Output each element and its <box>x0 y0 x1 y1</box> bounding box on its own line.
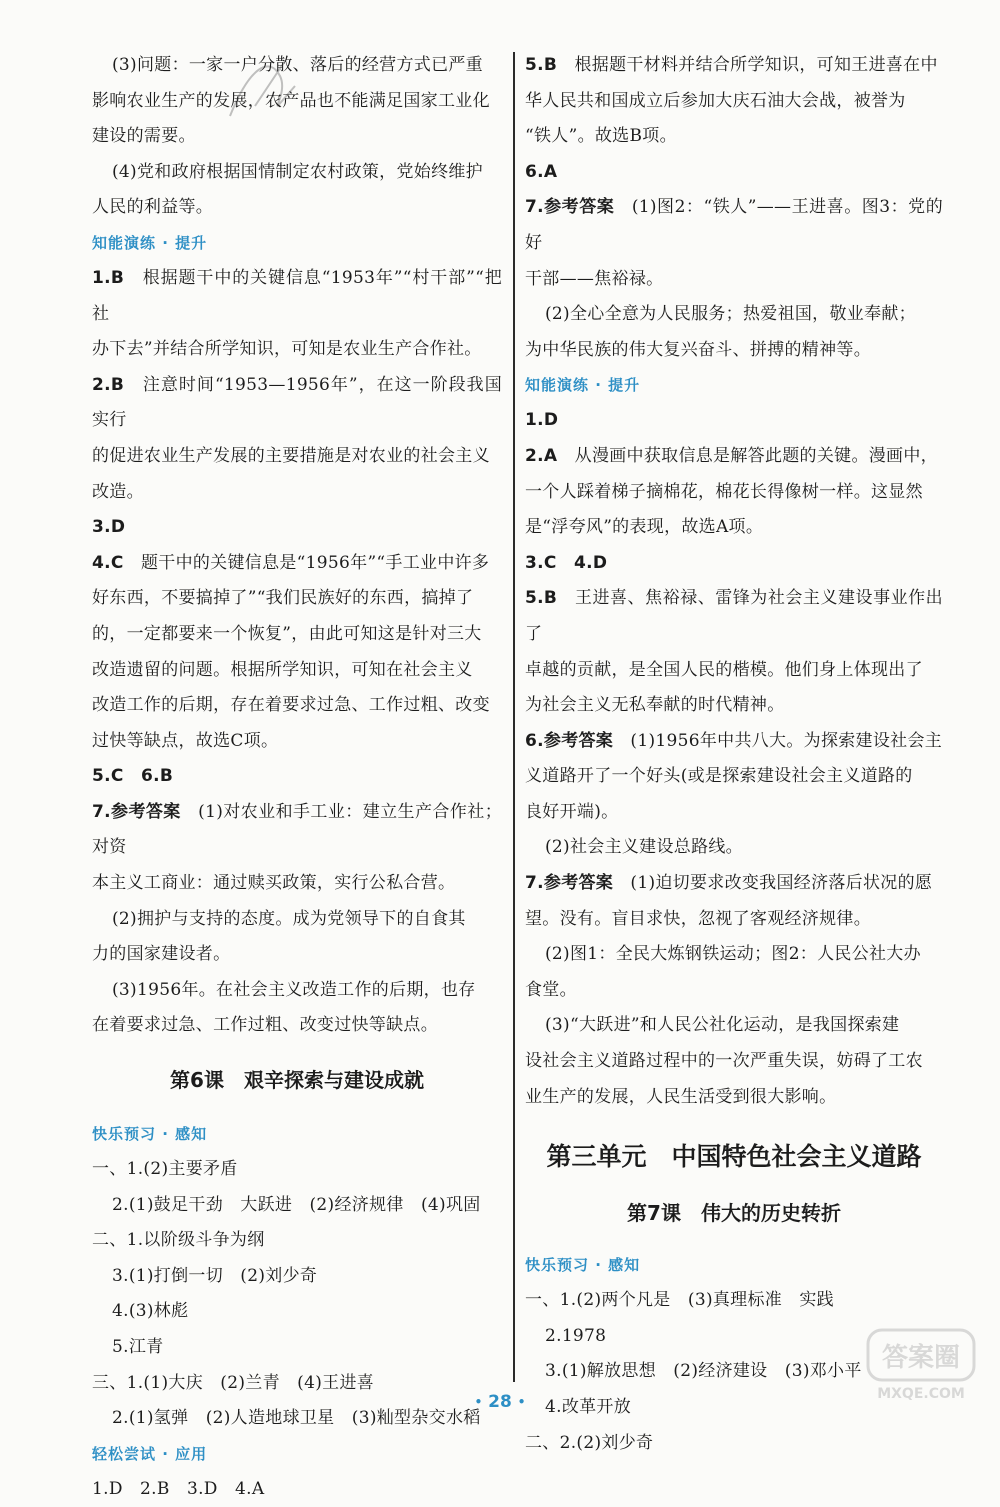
text-line: 的促进农业生产发展的主要措施是对农业的社会主义 <box>92 445 490 466</box>
left-column <box>92 48 502 1507</box>
answer-line <box>525 439 943 475</box>
answer-text: (1)对农业和手工业：建立生产合作社；对资 <box>92 801 502 858</box>
watermark-url: MXQE.COM <box>877 1386 965 1402</box>
text-line: (3)问题：一家一户分散、落后的经营方式已严重 <box>112 55 483 75</box>
lesson-title: 第7课 伟大的历史转折 <box>627 1201 841 1226</box>
text-line: 良好开端)。 <box>525 801 619 822</box>
answer-line: 3.D <box>92 517 126 538</box>
text-line: 义道路开了一个好头(或是探索建设社会主义道路的 <box>525 766 913 787</box>
answer-line <box>92 368 502 439</box>
text-line: 改造工作的后期，存在着要求过急、工作过粗、改变 <box>92 695 490 716</box>
text-line: 食堂。 <box>525 979 577 1000</box>
unit-title: 第三单元 中国特色社会主义道路 <box>546 1142 922 1172</box>
question-number: 2.A <box>525 445 558 466</box>
text-line: 建设的需要。 <box>92 126 196 147</box>
answer-line: 1.D <box>525 410 559 431</box>
text-line: 人民的利益等。 <box>92 197 214 218</box>
watermark-text: 答案圈 <box>881 1343 961 1373</box>
text-line: 为社会主义无私奉献的时代精神。 <box>525 695 785 716</box>
answer-line: 一、1.(2)两个凡是 (3)真理标准 实践 <box>525 1290 834 1311</box>
text-line: (2)全心全意为人民服务；热爱祖国，敬业奉献； <box>545 304 916 325</box>
text-line: (3)“大跃进”和人民公社化运动，是我国探索建 <box>545 1015 900 1036</box>
watermark-logo <box>862 1326 980 1404</box>
text-line: 改造。 <box>92 481 144 502</box>
answer-line <box>525 581 943 652</box>
text-line: (3)1956年。在社会主义改造工作的后期，也存 <box>112 979 476 1000</box>
question-number: 7. <box>525 873 544 894</box>
answer-line: 5.C 6.B <box>92 766 174 787</box>
question-number: 7. <box>92 801 111 822</box>
answer-line <box>525 190 943 261</box>
question-number: 1.B <box>92 267 125 288</box>
text-line: (2)图1：全民大炼钢铁运动；图2：人民公社大办 <box>545 944 921 965</box>
answer-line: 5.江青 <box>112 1337 164 1357</box>
answer-line <box>525 866 943 902</box>
text-line: (2)社会主义建设总路线。 <box>545 837 743 858</box>
answer-line <box>525 724 943 760</box>
text-line: 是“浮夸风”的表现，故选A项。 <box>525 517 764 538</box>
answer-line <box>92 546 502 582</box>
answer-line: 一、1.(2)主要矛盾 <box>92 1159 238 1180</box>
answer-line: 2.1978 <box>545 1325 607 1346</box>
answer-line: 1.D 2.B 3.D 4.A <box>92 1478 265 1499</box>
answer-line: 3.(1)打倒一切 (2)刘少奇 <box>112 1265 318 1286</box>
answer-line: 三、1.(1)大庆 (2)兰青 (4)王进喜 <box>92 1372 375 1393</box>
section-heading: 快乐预习 · 感知 <box>92 1125 208 1144</box>
question-number: 2.B <box>92 374 125 395</box>
answer-line: 3.C 4.D <box>525 552 608 573</box>
text-line: 业生产的发展，人民生活受到很大影响。 <box>525 1086 837 1107</box>
answer-line: 二、2.(2)刘少奇 <box>525 1432 654 1453</box>
answer-text: 王进喜、焦裕禄、雷锋为社会主义建设事业作出了 <box>525 588 943 644</box>
text-line: 一个人踩着梯子摘棉花，棉花长得像树一样。这显然 <box>525 481 923 502</box>
page-number: • 28 • <box>474 1392 526 1412</box>
answer-line: 4.改革开放 <box>545 1397 632 1417</box>
text-line: 华人民共和国成立后参加大庆石油大会战，被誉为 <box>525 90 906 111</box>
question-number: 4.C <box>92 552 124 573</box>
column-divider <box>513 52 515 1382</box>
reference-answer-label: 参考答案 <box>543 873 614 894</box>
answer-line <box>525 48 943 84</box>
text-line: (2)拥护与支持的态度。成为党领导下的自食其 <box>112 908 466 929</box>
text-line: 干部——焦裕禄。 <box>525 268 664 289</box>
answer-text: 根据题干中的关键信息“1953年”“村干部”“把社 <box>92 267 502 324</box>
right-column <box>525 48 943 1461</box>
question-number: 5.B <box>525 588 558 609</box>
reference-answer-label: 参考答案 <box>543 197 615 218</box>
answer-text: (1)图2：“铁人”——王进喜。图3：党的好 <box>525 197 943 253</box>
answer-text: 从漫画中获取信息是解答此题的关键。漫画中， <box>574 445 938 466</box>
question-number: 6. <box>525 730 544 751</box>
answer-text: 注意时间“1953—1956年”，在这一阶段我国实行 <box>92 374 502 431</box>
answer-text: 根据题干材料并结合所学知识，可知王进喜在中 <box>574 55 938 75</box>
answer-line <box>92 795 502 866</box>
question-number: 7. <box>525 197 544 218</box>
text-line: 的，一定都要来一个恢复”，由此可知这是针对三大 <box>92 623 482 644</box>
text-line: 为中华民族的伟大复兴奋斗、拼搏的精神等。 <box>525 339 871 360</box>
section-heading: 知能演练 · 提升 <box>525 376 641 395</box>
text-line: (4)党和政府根据国情制定农村政策，党始终维护 <box>112 161 483 182</box>
text-line: “铁人”。故选B项。 <box>525 126 677 147</box>
text-line: 影响农业生产的发展，农产品也不能满足国家工业化 <box>92 90 490 111</box>
text-line: 好东西，不要搞掉了”“我们民族好的东西，搞掉了 <box>92 588 474 609</box>
text-line: 改造遗留的问题。根据所学知识，可知在社会主义 <box>92 659 473 680</box>
section-heading: 知能演练 · 提升 <box>92 233 208 252</box>
text-line: 本主义工商业：通过赎买政策，实行公私合营。 <box>92 873 456 894</box>
answer-line: 2.(1)氢弹 (2)人造地球卫星 (3)籼型杂交水稻 <box>112 1408 481 1429</box>
answer-line: 2.(1)鼓足干劲 大跃进 (2)经济规律 (4)巩固 <box>112 1194 481 1215</box>
reference-answer-label: 参考答案 <box>543 730 614 751</box>
answer-line: 二、1.以阶级斗争为纲 <box>92 1230 265 1251</box>
section-heading: 快乐预习 · 感知 <box>525 1256 641 1275</box>
text-line: 设社会主义道路过程中的一次严重失误，妨碍了工农 <box>525 1051 923 1072</box>
text-line: 力的国家建设者。 <box>92 944 231 965</box>
answer-line: 6.A <box>525 161 558 182</box>
text-line: 在着要求过急、工作过粗、改变过快等缺点。 <box>92 1015 438 1036</box>
question-number: 5.B <box>525 55 558 75</box>
answer-line: 3.(1)解放思想 (2)经济建设 (3)邓小平 <box>545 1361 862 1382</box>
answer-text: (1)1956年中共八大。为探索建设社会主 <box>630 730 943 751</box>
text-line: 办下去”并结合所学知识，可知是农业生产合作社。 <box>92 339 482 360</box>
lesson-title: 第6课 艰辛探索与建设成就 <box>170 1068 424 1093</box>
text-line: 过快等缺点，故选C项。 <box>92 730 279 751</box>
answer-text: (1)迫切要求改变我国经济落后状况的愿 <box>630 873 933 894</box>
reference-answer-label: 参考答案 <box>110 801 181 822</box>
section-heading: 轻松尝试 · 应用 <box>92 1444 208 1463</box>
answer-line <box>92 261 502 332</box>
text-line: 望。没有。盲目求快，忽视了客观经济规律。 <box>525 908 871 929</box>
answer-line: 4.(3)林彪 <box>112 1301 189 1322</box>
answer-text: 题干中的关键信息是“1956年”“手工业中许多 <box>140 552 490 573</box>
text-line: 卓越的贡献，是全国人民的楷模。他们身上体现出了 <box>525 659 923 680</box>
